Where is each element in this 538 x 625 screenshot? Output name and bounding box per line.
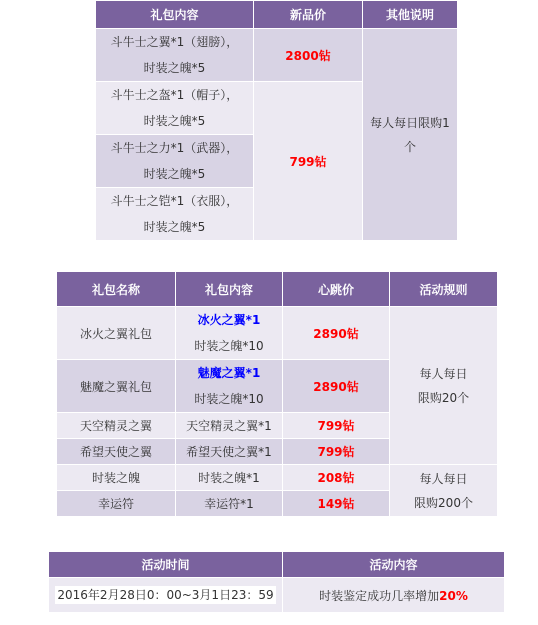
header-heartbeat-price: 心跳价: [283, 272, 390, 307]
event-table: [48, 551, 505, 613]
price-value: 799钻: [317, 419, 355, 433]
price-cell: [283, 360, 390, 413]
price-value: 208钻: [317, 471, 355, 485]
price-cell: [254, 82, 363, 241]
pack-item: 斗牛士之盔*1（帽子），: [110, 88, 239, 102]
price-value: 2890钻: [313, 379, 359, 394]
pack-content: 时装之魄*1: [176, 465, 283, 491]
header-other-notes: 其他说明: [363, 1, 458, 29]
table-row: [96, 29, 254, 82]
limit-note: 个: [403, 139, 416, 154]
header-event-time: 活动时间: [49, 552, 283, 578]
price-value: 799钻: [289, 154, 327, 169]
price-cell: [283, 491, 390, 517]
pack-name: 魅魔之翼礼包: [57, 360, 176, 413]
rule-cell: [390, 465, 498, 517]
event-time-cell: [49, 578, 283, 613]
event-content: 时装鉴定成功几率增加: [319, 588, 440, 603]
limit-note: 限购200个: [414, 495, 473, 510]
event-content-cell: [283, 578, 505, 613]
price-cell: [254, 29, 363, 82]
pack-name: 天空精灵之翼: [57, 413, 176, 439]
header-pack-content: 礼包内容: [96, 1, 254, 29]
table-row: [96, 135, 254, 188]
price-value: 149钻: [317, 497, 355, 511]
pack-item: 时装之魄*5: [143, 114, 206, 128]
price-value: 2890钻: [313, 326, 359, 341]
table-row: [96, 82, 254, 135]
limit-note: 每人每日限购1: [370, 115, 450, 130]
pack-item: 斗牛士之力*1（武器），: [110, 141, 239, 155]
pack-content: 希望天使之翼*1: [176, 439, 283, 465]
notes-cell: [363, 29, 458, 241]
price-cell: [283, 465, 390, 491]
pack-item: 时装之魄*5: [143, 167, 206, 181]
pack-item: 时装之魄*5: [143, 220, 206, 234]
limit-note: 每人每日: [419, 366, 468, 381]
header-pack-content: 礼包内容: [176, 272, 283, 307]
pack-name: 冰火之翼礼包: [57, 307, 176, 360]
pack-content: 天空精灵之翼*1: [176, 413, 283, 439]
pack-item: 时装之魄*10: [194, 392, 264, 406]
limit-note: 限购20个: [417, 390, 470, 405]
price-value: 799钻: [317, 445, 355, 459]
pack-name: 幸运符: [57, 491, 176, 517]
table-row: [96, 188, 254, 241]
pack-name: 希望天使之翼: [57, 439, 176, 465]
price-cell: [283, 413, 390, 439]
header-new-price: 新品价: [254, 1, 363, 29]
header-event-content: 活动内容: [283, 552, 505, 578]
pack-item: 时装之魄*10: [194, 339, 264, 353]
event-percent: 20%: [439, 588, 468, 603]
event-time: 2016年2月28日0：00~3月1日23：59: [57, 588, 274, 602]
pack-item: 斗牛士之铠*1（衣服），: [110, 194, 239, 208]
fashion-pack-table: [95, 0, 458, 241]
header-event-rules: 活动规则: [390, 272, 498, 307]
limit-note: 每人每日: [419, 471, 468, 486]
pack-name: 时装之魄: [57, 465, 176, 491]
price-cell: [283, 439, 390, 465]
price-cell: [283, 307, 390, 360]
pack-item: 斗牛士之翼*1（翅膀），: [110, 35, 239, 49]
pack-content: [176, 307, 283, 360]
price-value: 2800钻: [285, 48, 331, 63]
pack-content: 幸运符*1: [176, 491, 283, 517]
pack-item: 冰火之翼*1: [197, 313, 261, 327]
header-pack-name: 礼包名称: [57, 272, 176, 307]
pack-item: 魅魔之翼*1: [197, 366, 261, 380]
pack-content: [176, 360, 283, 413]
rule-cell: [390, 307, 498, 465]
pack-item: 时装之魄*5: [143, 61, 206, 75]
wing-pack-table: [56, 271, 498, 517]
